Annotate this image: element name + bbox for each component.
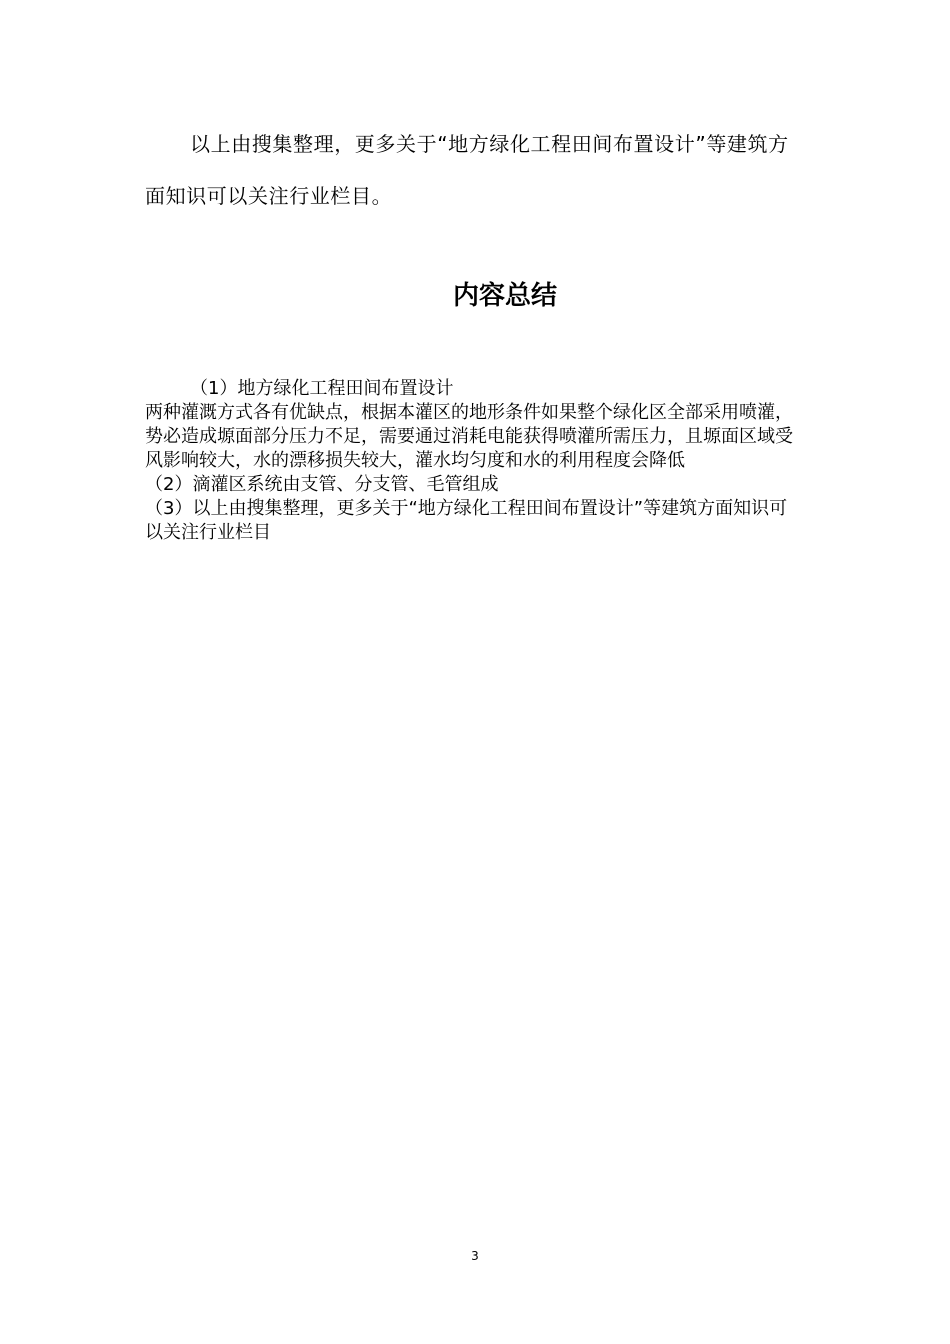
summary-item-1-body: 两种灌溉方式各有优缺点，根据本灌区的地形条件如果整个绿化区全部采用喷灌，势必造成塬面部分压力不足，需要通过消耗电能获得喷灌所需压力，且塬面区域受风影响较大，水的漂移损失较大，灌水均匀度和水的利用程度会降低 bbox=[145, 402, 793, 471]
intro-paragraph: 以上由搜集整理，更多关于“地方绿化工程田间布置设计”等建筑方面知识可以关注行业栏目。 bbox=[145, 132, 789, 208]
section-title: 内容总结 bbox=[452, 281, 557, 311]
summary-item-3: （3）以上由搜集整理，更多关于“地方绿化工程田间布置设计”等建筑方面知识可以关注行业栏目 bbox=[145, 498, 788, 543]
summary-item-2: （2）滴灌区系统由支管、分支管、毛管组成 bbox=[145, 474, 499, 495]
summary-block bbox=[145, 377, 805, 545]
page-number: 3 bbox=[471, 1249, 479, 1263]
summary-item-1-heading: （1）地方绿化工程田间布置设计 bbox=[190, 378, 454, 399]
